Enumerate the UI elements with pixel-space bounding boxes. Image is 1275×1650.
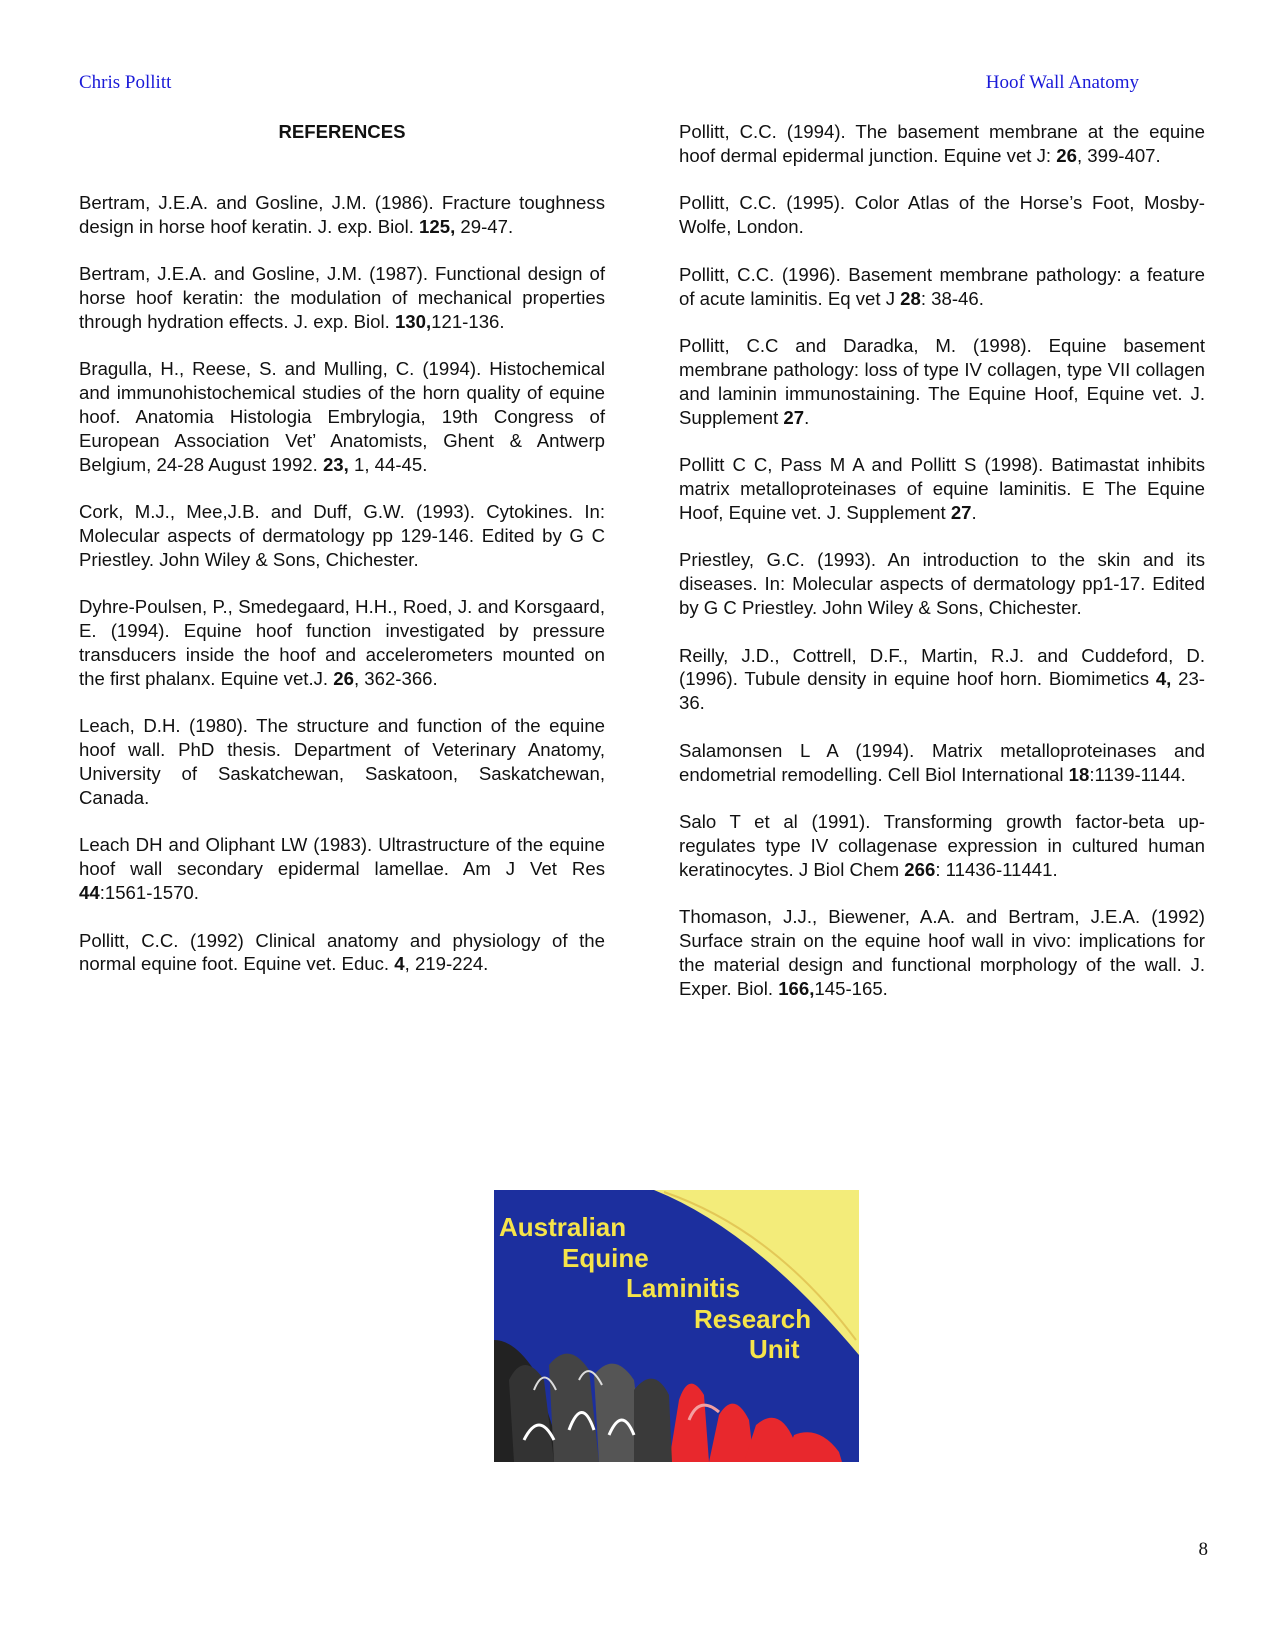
page-number: 8 [1198,1539,1208,1560]
reference-entry [679,905,1205,1000]
reference-entry [79,262,605,333]
reference-text: Reilly, J.D., Cottrell, D.F., Martin, R.J. and Cuddeford, D. (1996). Tubule density in equine hoof horn. Biomimetics [679,644,1205,690]
reference-text: Pollitt C C, Pass M A and Pollitt S (1998). Batimastat inhibits matrix metalloproteinases of equine laminitis. E The Equine Hoof, Equine vet. J. Supplement [679,454,1205,523]
reference-entry [679,644,1205,715]
reference-volume: 27 [950,501,972,523]
reference-pages: : 38-46. [920,287,984,309]
reference-pages: , 219-224. [404,953,489,975]
reference-pages: : 11436-11441. [935,858,1058,880]
reference-volume: 26 [1056,144,1077,166]
reference-entry [679,334,1205,429]
reference-pages: 1, 44-45. [348,453,428,475]
reference-entry [79,595,605,690]
reference-text: Salo T et al (1991). Transforming growth factor-beta up-regulates type IV collagenase expression in cultured human keratinocytes. J Biol Chem [679,811,1205,880]
reference-volume: 4 [394,953,405,975]
reference-pages: 23-36. [679,668,1205,714]
reference-pages: :1139-1144. [1089,763,1186,785]
running-header-author: Chris Pollitt [79,72,172,93]
reference-text: Bertram, J.E.A. and Gosline, J.M. (1987). Functional design of horse hoof keratin: the modulation of mechanical properties through hydration effects. J. exp. Biol. [79,263,605,332]
reference-volume: 130, [394,310,432,332]
reference-text: Pollitt, C.C. (1992) Clinical anatomy and physiology of the normal equine foot. Equine vet. Educ. [79,929,605,975]
logo-text-line-3: Laminitis [626,1273,741,1303]
reference-entry [79,357,605,476]
reference-pages: 29-47. [455,215,514,237]
reference-entry [679,453,1205,524]
logo-text-line-4: Research [694,1304,812,1334]
reference-text: Pollitt, C.C. (1995). Color Atlas of the Horse’s Foot, Mosby-Wolfe, London. [679,192,1205,238]
reference-volume: 23, [322,453,349,475]
reference-volume: 44 [79,881,100,903]
reference-entry [679,739,1205,787]
reference-text: Pollitt, C.C. (1996). Basement membrane pathology: a feature of acute laminitis. Eq vet J [679,263,1205,309]
aelru-logo [494,1190,859,1462]
reference-text: Priestley, G.C. (1993). An introduction to the skin and its diseases. In: Molecular aspects of dermatology pp1-17. Edited by G C Priestley. John Wiley & Sons, Chichester. [679,549,1205,618]
reference-pages: , 399-407. [1076,144,1161,166]
reference-pages: , 362-366. [353,667,438,689]
logo-text-line-1: Australian [499,1212,627,1242]
reference-text: Leach, D.H. (1980). The structure and function of the equine hoof wall. PhD thesis. Department of Veterinary Anatomy, University of Saskatchewan, Saskatoon, Saskatchewan, Canada. [79,715,605,808]
references-list-right [679,120,1205,1000]
reference-entry [79,191,605,239]
reference-entry [679,263,1205,311]
references-left-column [79,120,605,1000]
reference-entry [679,120,1205,168]
reference-text: Leach DH and Oliphant LW (1983). Ultrastructure of the equine hoof wall secondary epidermal lamellae. Am J Vet Res [79,834,605,880]
reference-entry [679,810,1205,881]
reference-entry [79,714,605,809]
logo-text-line-5: Unit [749,1334,800,1364]
running-header-title: Hoof Wall Anatomy [985,72,1139,93]
reference-volume: 166, [778,977,815,999]
reference-text: Pollitt, C.C and Daradka, M. (1998). Equine basement membrane pathology: loss of type IV collagen, type VII collagen and laminin immunostaining. The Equine Hoof, Equine vet. J. Supplement [679,335,1205,428]
reference-volume: 18 [1068,763,1090,785]
reference-entry [79,500,605,571]
reference-volume: 27 [783,406,805,428]
reference-entry [79,929,605,977]
reference-text: Bragulla, H., Reese, S. and Mulling, C. (1994). Histochemical and immunohistochemical studies of the horn quality of equine hoof. Anatomia Histologia Embrylogia, 19th Congress of European Association Vet’ Anatomists, Ghent & Antwerp Belgium, 24-28 August 1992. [79,358,605,475]
reference-text: Salamonsen L A (1994). Matrix metalloproteinases and endometrial remodelling. Cell Biol International [679,739,1205,785]
reference-volume: 4, [1155,668,1172,690]
reference-pages: . [804,406,810,428]
reference-pages: . [971,501,977,523]
reference-pages: 121-136. [431,310,505,332]
reference-text: Bertram, J.E.A. and Gosline, J.M. (1986). Fracture toughness design in horse hoof keratin. J. exp. Biol. [79,191,605,237]
reference-text: Pollitt, C.C. (1994). The basement membrane at the equine hoof dermal epidermal junction. Equine vet J: [679,121,1205,166]
reference-volume: 125, [419,215,456,237]
references-right-column [679,120,1205,1024]
reference-entry [79,833,605,904]
reference-text: Dyhre-Poulsen, P., Smedegaard, H.H., Roed, J. and Korsgaard, E. (1994). Equine hoof function investigated by pressure transducers inside the hoof and accelerometers mounted on the first phalanx. Equine vet.J. [79,596,605,689]
logo-text-line-2: Equine [562,1243,649,1273]
reference-volume: 266 [904,858,936,880]
reference-entry [679,548,1205,619]
references-list-left [79,191,605,976]
reference-volume: 26 [333,667,354,689]
reference-volume: 28 [900,287,921,309]
reference-pages: 145-165. [814,977,888,999]
reference-entry [679,191,1205,239]
reference-text: Thomason, J.J., Biewener, A.A. and Bertram, J.E.A. (1992) Surface strain on the equine hoof wall in vivo: implications for the material design and functional morphology of the wall. J. Exper. Biol. [679,906,1205,999]
references-heading: REFERENCES [278,121,406,142]
reference-pages: :1561-1570. [99,881,199,903]
reference-text: Cork, M.J., Mee,J.B. and Duff, G.W. (1993). Cytokines. In: Molecular aspects of dermatology pp 129-146. Edited by G C Priestley. John Wiley & Sons, Chichester. [79,501,605,570]
